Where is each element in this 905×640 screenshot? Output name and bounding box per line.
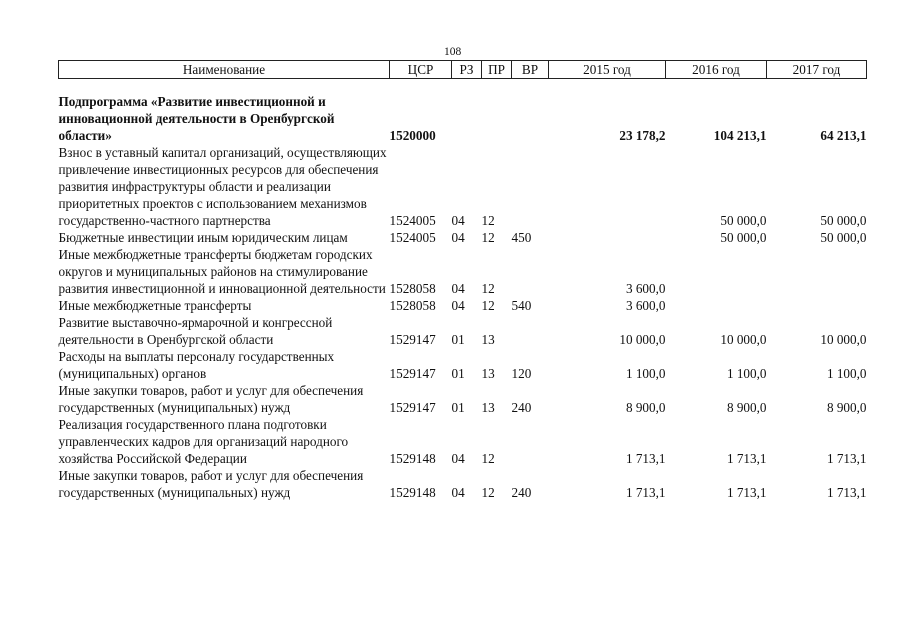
row-pr: 12 xyxy=(481,298,495,313)
row-pr xyxy=(482,93,512,144)
row-name: Развитие выставочно-ярмарочной и конгрессной деятельности в Оренбургской области xyxy=(58,315,333,347)
row-pr: 13 xyxy=(481,366,495,381)
row-2015: 23 178,2 xyxy=(619,128,666,143)
row-code: 1520000 xyxy=(389,128,436,143)
row-2017: 1 100,0 xyxy=(826,366,867,381)
row-code: 1529148 xyxy=(389,451,436,466)
header-2017: 2017 год xyxy=(767,61,867,79)
row-name: Подпрограмма «Развитие инвестиционной и инновационной деятельности в Оренбургской области» xyxy=(58,94,335,143)
row-2017 xyxy=(767,246,867,297)
table-row xyxy=(59,416,867,467)
row-rz: 01 xyxy=(451,400,465,415)
table-row xyxy=(59,297,867,314)
row-code: 1529147 xyxy=(389,366,436,381)
row-pr: 12 xyxy=(481,485,495,500)
row-name: Иные закупки товаров, работ и услуг для обеспечения государственных (муниципальных) нужд xyxy=(58,468,364,500)
row-2015: 1 100,0 xyxy=(625,366,666,381)
row-2015 xyxy=(549,144,666,229)
row-name: Расходы на выплаты персоналу государственных (муниципальных) органов xyxy=(58,349,335,381)
page-number: 108 xyxy=(444,46,462,58)
spacer-row xyxy=(59,79,867,94)
row-name: Бюджетные инвестиции иным юридическим лицам xyxy=(58,230,348,245)
row-rz: 01 xyxy=(451,366,465,381)
table-row xyxy=(59,246,867,297)
row-rz: 04 xyxy=(451,451,465,466)
row-2016: 1 100,0 xyxy=(726,366,767,381)
row-2017: 50 000,0 xyxy=(820,230,867,245)
row-2017: 10 000,0 xyxy=(820,332,867,347)
row-vr: 450 xyxy=(511,230,532,245)
row-2016: 1 713,1 xyxy=(726,485,767,500)
row-2015: 3 600,0 xyxy=(625,298,666,313)
row-vr xyxy=(512,246,549,297)
row-rz xyxy=(452,93,482,144)
row-2016: 8 900,0 xyxy=(726,400,767,415)
header-vr: ВР xyxy=(512,61,549,79)
row-code: 1524005 xyxy=(389,213,436,228)
row-code: 1528058 xyxy=(389,281,436,296)
header-2015: 2015 год xyxy=(549,61,666,79)
row-code: 1529147 xyxy=(389,332,436,347)
row-vr xyxy=(512,314,549,348)
row-pr: 12 xyxy=(481,230,495,245)
row-2017: 8 900,0 xyxy=(826,400,867,415)
row-name: Реализация государственного плана подготовки управленческих кадров для организаций народного хозяйства Российской Федерации xyxy=(58,417,349,466)
table-row xyxy=(59,348,867,382)
row-2016: 104 213,1 xyxy=(713,128,767,143)
row-pr: 12 xyxy=(481,213,495,228)
row-rz: 04 xyxy=(451,230,465,245)
row-2017: 64 213,1 xyxy=(820,128,867,143)
table-row xyxy=(59,314,867,348)
row-rz: 04 xyxy=(451,281,465,296)
row-2015 xyxy=(549,229,666,246)
budget-table xyxy=(58,60,867,501)
row-2016 xyxy=(666,246,767,297)
row-2016: 50 000,0 xyxy=(720,213,767,228)
row-2015: 1 713,1 xyxy=(625,485,666,500)
row-2015: 3 600,0 xyxy=(625,281,666,296)
table-row xyxy=(59,467,867,501)
row-2015: 1 713,1 xyxy=(625,451,666,466)
header-code: ЦСР xyxy=(390,61,452,79)
row-vr: 240 xyxy=(511,485,532,500)
row-vr xyxy=(512,416,549,467)
table-row xyxy=(59,382,867,416)
table-row xyxy=(59,144,867,229)
row-rz: 01 xyxy=(451,332,465,347)
row-2017: 1 713,1 xyxy=(826,485,867,500)
row-2016: 50 000,0 xyxy=(720,230,767,245)
table-row xyxy=(59,93,867,144)
row-vr: 120 xyxy=(511,366,532,381)
row-pr: 13 xyxy=(481,400,495,415)
header-rz: РЗ xyxy=(452,61,482,79)
row-2015: 8 900,0 xyxy=(625,400,666,415)
row-rz: 04 xyxy=(451,485,465,500)
row-rz: 04 xyxy=(451,298,465,313)
header-2016: 2016 год xyxy=(666,61,767,79)
header-name: Наименование xyxy=(59,61,390,79)
row-code: 1529148 xyxy=(389,485,436,500)
row-2016 xyxy=(666,297,767,314)
row-2016: 1 713,1 xyxy=(726,451,767,466)
row-2015: 10 000,0 xyxy=(619,332,666,347)
table-body xyxy=(59,79,867,502)
row-vr: 240 xyxy=(511,400,532,415)
row-name: Иные межбюджетные трансферты xyxy=(58,298,252,313)
row-name: Взнос в уставный капитал организаций, осуществляющих привлечение инвестиционных ресурсов для обеспечения развития инфраструктуры области и реализации приоритетных проектов с использованием механизмов государственно-частного партнерства xyxy=(58,145,387,228)
row-code: 1528058 xyxy=(389,298,436,313)
row-pr: 12 xyxy=(481,451,495,466)
row-vr: 540 xyxy=(511,298,532,313)
row-2017: 1 713,1 xyxy=(826,451,867,466)
row-pr: 12 xyxy=(481,281,495,296)
header-pr: ПР xyxy=(482,61,512,79)
row-vr xyxy=(512,144,549,229)
row-code: 1524005 xyxy=(389,230,436,245)
table-row xyxy=(59,229,867,246)
row-name: Иные межбюджетные трансферты бюджетам городских округов и муниципальных районов на стимулирование развития инвестиционной и инновационной деятельности xyxy=(58,247,386,296)
table-header xyxy=(59,61,867,79)
row-2017: 50 000,0 xyxy=(820,213,867,228)
row-2017 xyxy=(767,297,867,314)
row-code: 1529147 xyxy=(389,400,436,415)
row-rz: 04 xyxy=(451,213,465,228)
row-2016: 10 000,0 xyxy=(720,332,767,347)
row-name: Иные закупки товаров, работ и услуг для обеспечения государственных (муниципальных) нужд xyxy=(58,383,364,415)
row-pr: 13 xyxy=(481,332,495,347)
row-vr xyxy=(512,93,549,144)
